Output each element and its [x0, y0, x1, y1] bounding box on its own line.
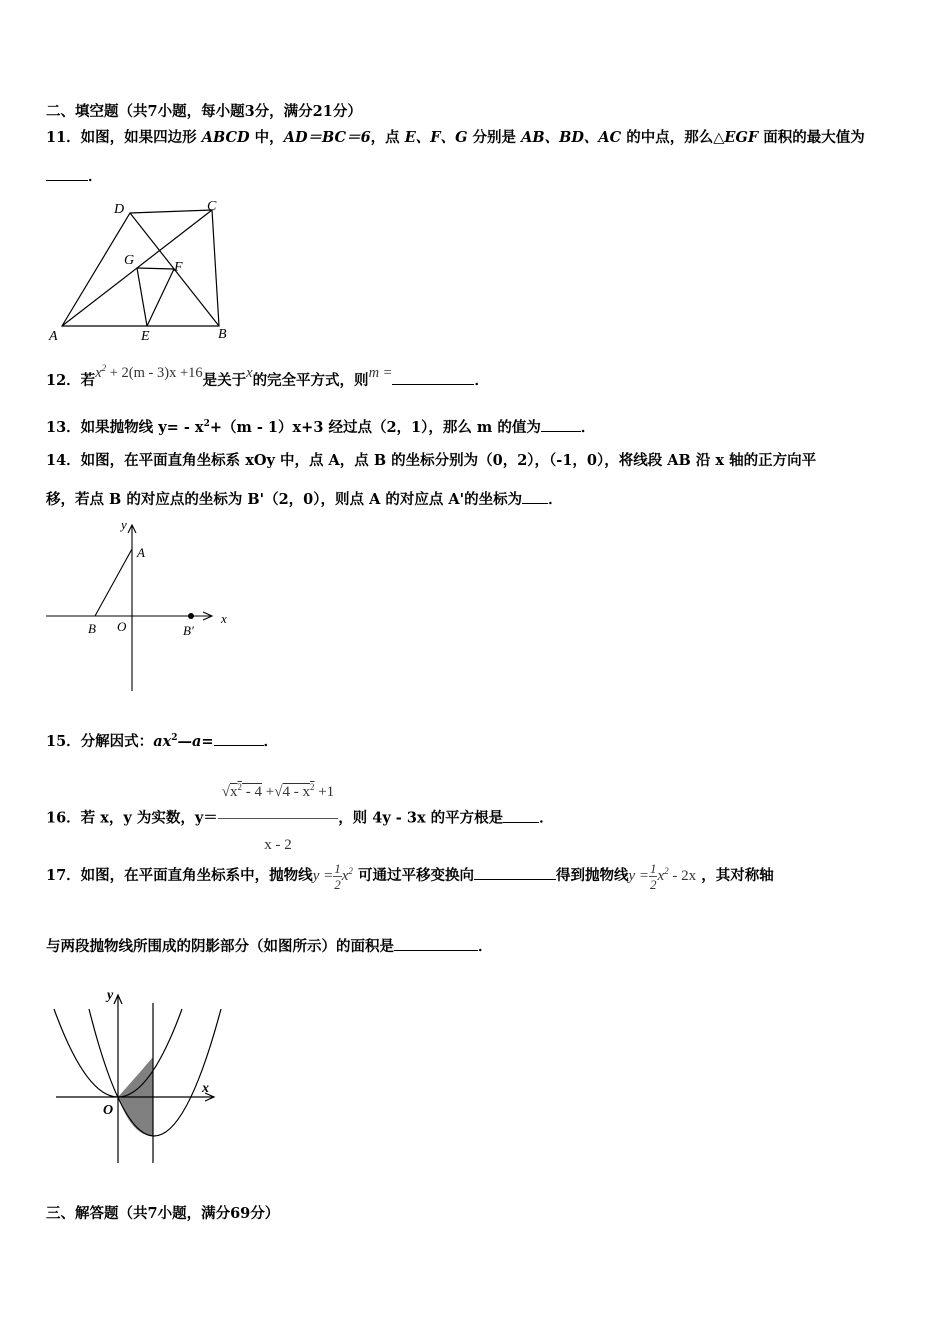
answer-blank[interactable]	[522, 489, 548, 504]
label-f: F	[174, 260, 183, 275]
label-a: A	[49, 329, 58, 344]
label-y: y	[107, 988, 114, 1003]
label-e: E	[141, 329, 150, 344]
question-11: 11．如图，如果四边形 ABCD 中，AD＝BC＝6，点 E、F、G 分别是 AB、BD、AC 的中点，那么△EGF 面积的最大值为	[46, 129, 865, 146]
label-b: B	[88, 621, 96, 636]
label-o: O	[103, 1103, 114, 1118]
question-16: 16．若 x，y 为实数，y＝ $\frac{√x^2 - 4 +√4 - x^2 +1}{x - 2}$ ，则 4y - 3x 的平方根是 ．	[46, 766, 554, 871]
coordinate-figure-q14	[40, 515, 240, 695]
answer-blank[interactable]	[392, 370, 474, 385]
label-y: y	[121, 517, 127, 532]
label-x: x	[221, 611, 227, 626]
answer-blank[interactable]	[541, 417, 581, 432]
answer-blank[interactable]	[503, 808, 539, 823]
question-17-line-2: 与两段抛物线所围成的阴影部分（如图所示）的面积是 ．	[46, 938, 493, 955]
question-17-line-1: 17．如图，在平面直角坐标系中，抛物线y = $\frac{1}{2}$ $x^2$ 可通过平移变换向 得到抛物线y = $\frac{1}{2}$ $x^2 - 2x$ ，其对称轴	[46, 861, 774, 893]
label-b: B	[218, 327, 227, 342]
section-2-title: 二、填空题（共7小题，每小题3分，满分21分）	[46, 103, 362, 120]
section-3-title: 三、解答题（共7小题，满分69分）	[46, 1205, 280, 1222]
label-g: G	[124, 253, 135, 268]
label-a: A	[137, 545, 145, 560]
answer-blank-2[interactable]	[394, 936, 478, 951]
answer-blank-1[interactable]	[474, 865, 556, 880]
question-13: 13．如果抛物线 $y= - x^2+(m - 1)x+3$ 经过点（2，1），那么 m 的值为 ．	[46, 419, 596, 436]
question-11-answer: ．	[46, 166, 103, 187]
question-14-line-1: 14．如图，在平面直角坐标系 xOy 中，点 A，点 B 的坐标分别为（0，2），（-1，0），将线段 AB 沿 x 轴的正方向平	[46, 452, 817, 469]
label-x: x	[202, 1081, 209, 1096]
question-15: 15．分解因式：$ax^2—a=$ ．	[46, 733, 279, 750]
quadrilateral-figure	[40, 198, 240, 348]
point-b-prime	[188, 613, 194, 619]
label-b-prime: B′	[183, 623, 194, 638]
parabola-figure-q17	[50, 985, 230, 1170]
label-c: C	[207, 199, 217, 214]
label-d: D	[114, 202, 125, 217]
answer-blank[interactable]	[214, 731, 264, 746]
q16-fraction: $\frac{√x^2 - 4 +√4 - x^2 +1}{x - 2}$	[218, 766, 338, 871]
answer-blank[interactable]	[46, 166, 88, 181]
question-12: 12．若$x^2 + 2(m - 3)x +16$是关于x的完全平方式，则m = ．	[46, 363, 489, 389]
question-14-line-2: 移，若点 B 的对应点的坐标为 B'（2，0），则点 A 的对应点 A'的坐标为 ．	[46, 491, 563, 508]
label-o: O	[117, 619, 127, 634]
